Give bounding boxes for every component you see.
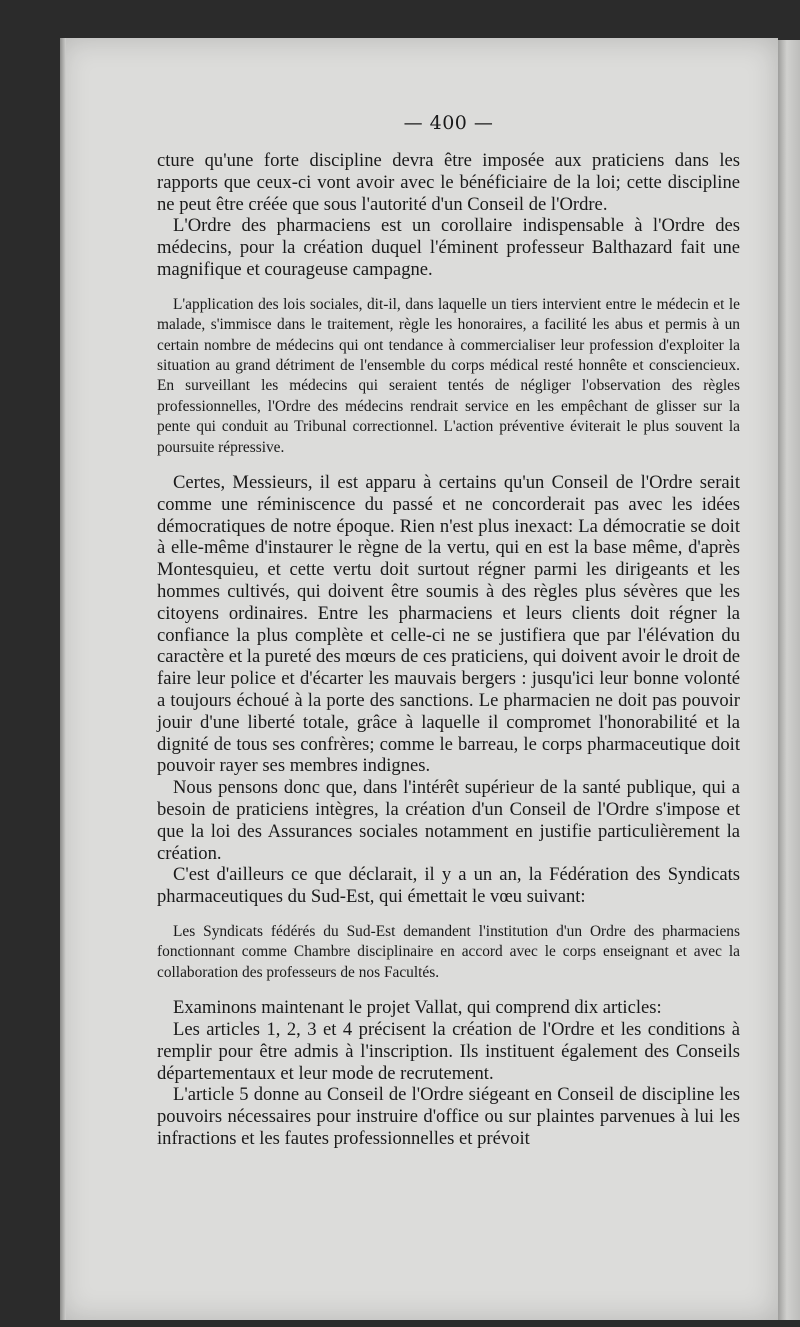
paragraph-5: C'est d'ailleurs ce que déclarait, il y a un an, la Fédération des Syndicats pharmaceutiques du Sud-Est, qui émettait le vœu suivant: [157,864,740,908]
quote-federation: Les Syndicats fédérés du Sud-Est demandent l'institution d'un Ordre des pharmaciens fonctionnant comme Chambre disciplinaire en accord avec le corps enseignant et avec la collaboration des professeurs de nos Facultés. [157,922,740,981]
paragraph-6: Examinons maintenant le projet Vallat, qui comprend dix articles: [173,997,662,1019]
paragraph-4: Nous pensons donc que, dans l'intérêt supérieur de la santé publique, qui a besoin de praticiens intègres, la création d'un Conseil de l'Ordre s'impose et que la loi des Assurances sociales notamment en justifie particulièrement la création. [157,777,740,864]
paragraph-8: L'article 5 donne au Conseil de l'Ordre siégeant en Conseil de discipline les pouvoirs nécessaires pour instruire d'office ou sur plaintes parvenues à lui les infractions et les fautes professionnelles et prévoit [157,1084,740,1149]
quote-balthazard: L'application des lois sociales, dit-il, dans laquelle un tiers intervient entre le médecin et le malade, s'immisce dans le traitement, règle les honoraires, a facilité les abus et permis à un certain nombre de médecins qui ont tendance à commercialiser leur profession d'exploiter la situation au grand détriment de l'ensemble du corps médical resté honnête et consciencieux. En surveillant les médecins qui seraient tentés de négliger l'observation des règles professionnelles, l'Ordre des médecins rendrait service en les empêchant de glisser sur la pente qui conduit au Tribunal correctionnel. L'action préventive éviterait le plus souvent la poursuite répressive. [157,295,740,456]
page-gutter [60,38,66,1320]
page-edge [778,40,800,1320]
paragraph-3: Certes, Messieurs, il est apparu à certains qu'un Conseil de l'Ordre serait comme une réminiscence du passé et ne concorderait pas avec les idées démocratiques de notre époque. Rien n'est plus inexact: La démocratie se doit à elle-même d'instaurer le règne de la vertu, qui en est la base même, d'après Montesquieu, et cette vertu doit surtout régner parmi les dirigeants et les hommes cultivés, qui doivent être soumis à des règles plus sévères que les citoyens ordinaires. Entre les pharmaciens et leurs clients doit régner la confiance la plus complète et celle-ci ne se justifiera que par l'élévation du caractère et la pureté des mœurs de ces praticiens, qui doivent avoir le droit de faire leur police et d'écarter les mauvais bergers : jusqu'ici leur bonne volonté a toujours échoué à la porte des sanctions. Le pharmacien ne doit pas pouvoir jouir d'une liberté totale, grâce à laquelle il compromet l'honorabilité et la dignité de tous ses confrères; comme le barreau, le corps pharmaceutique doit pouvoir rayer ses membres indignes. [157,472,740,777]
page-content [157,112,740,1150]
paragraph-7: Les articles 1, 2, 3 et 4 précisent la création de l'Ordre et les conditions à remplir pour être admis à l'inscription. Ils instituent également des Conseils départementaux et leur mode de recrutement. [157,1018,740,1084]
paragraph-1: cture qu'une forte discipline devra être imposée aux praticiens dans les rapports que ceux-ci vont avoir avec le bénéficiaire de la loi; cette discipline ne peut être créée que sous l'autorité d'un Conseil de l'Ordre. [157,150,740,215]
paragraph-2: L'Ordre des pharmaciens est un corollaire indispensable à l'Ordre des médecins, pour la création duquel l'éminent professeur Balthazard fait une magnifique et courageuse campagne. [157,215,740,280]
page-number: — 400 — [403,112,494,134]
